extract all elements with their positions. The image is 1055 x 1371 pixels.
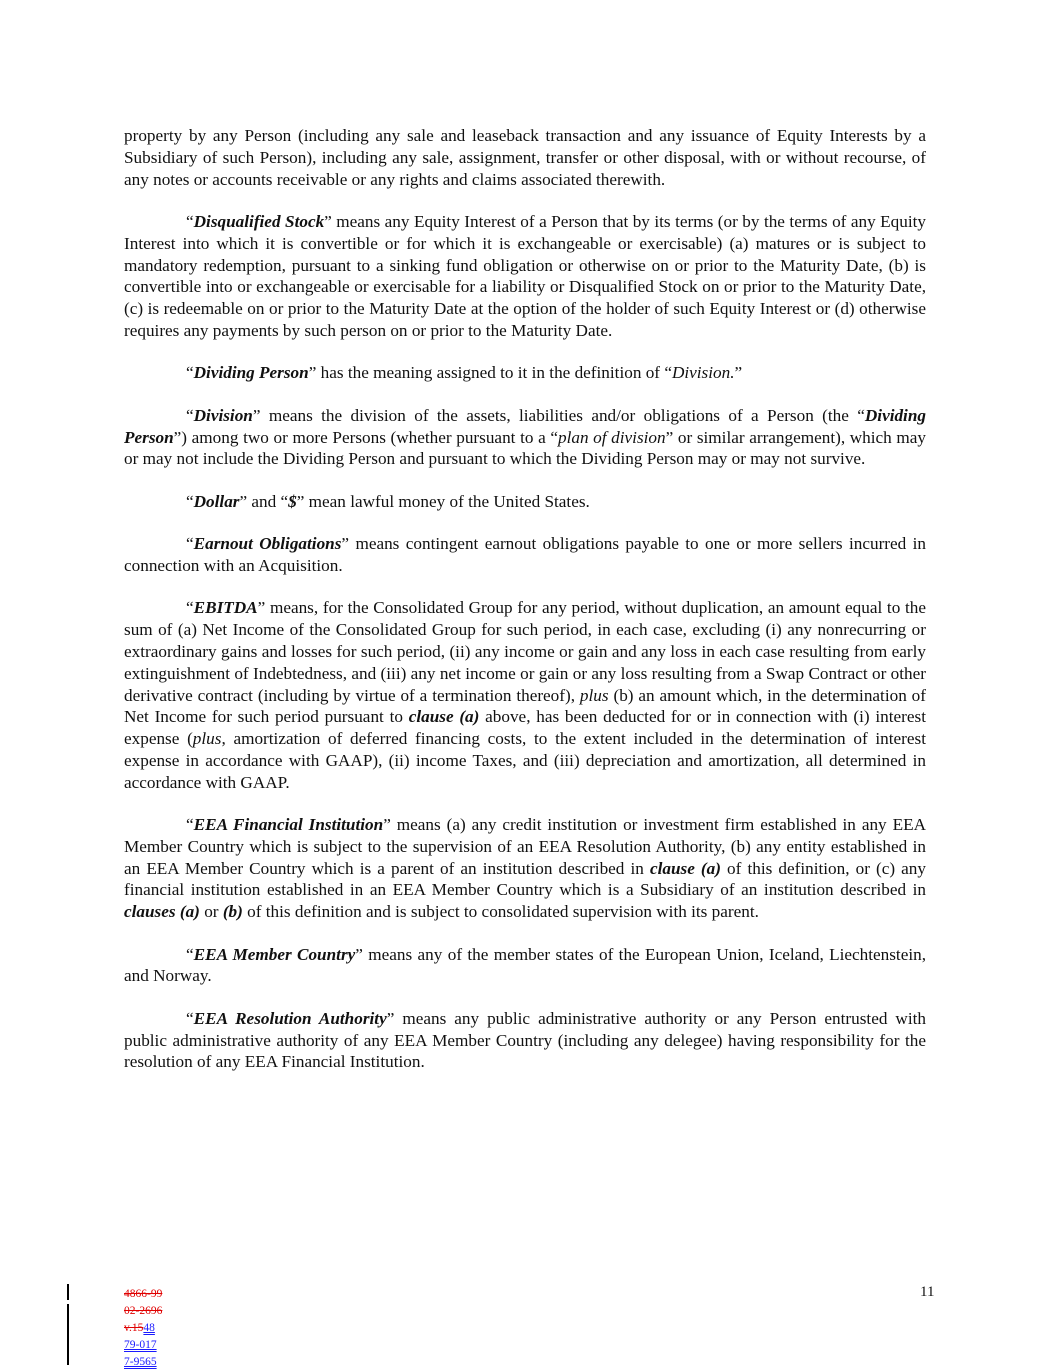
- paragraph-text: ” means any Equity Interest of a Person that by its terms (or by the terms of any Equity Interest into which it is convertible or for which it is exchangeable or exercisable) (a) matures or is subject to mandatory redemption, pursuant to a sinking fund obligation or otherwise on or prior to the Maturity Date, (b) is convertible into or exchangeable or exercisable for a liability or Disqualified Stock on or prior to the Maturity Date, (c) is redeemable on or prior to the Maturity Date at the option of the holder of such Equity Interest or (d) otherwise requires any payments by such person on or prior to the Maturity Date.: [124, 211, 927, 340]
- paragraph-text: “: [186, 1008, 194, 1028]
- definition-paragraph: [124, 405, 926, 470]
- paragraph-text: “: [186, 944, 194, 964]
- deleted-text: 02-2696: [124, 1305, 163, 1317]
- paragraph-text: “: [186, 598, 194, 618]
- definition-paragraph: [124, 814, 926, 923]
- defined-term: Division: [193, 405, 253, 425]
- document-body: [124, 125, 926, 1094]
- defined-term: clause (a): [408, 707, 480, 727]
- paragraph-text: property by any Person (including any sale and leaseback transaction and any issuance of Equity Interests by a Subsidiary of such Person), including any sale, assignment, transfer or other disposal, with or without recourse, of any notes or accounts receivable or any rights and claims associated therewith.: [124, 126, 926, 189]
- paragraph-text: ” means contingent earnout obligations payable to one or more sellers incurred in connection with an Acquisition.: [124, 534, 927, 575]
- paragraph-text: ” means any public administrative authority or any Person entrusted with public administrative authority of any EEA Member Country (including any delegee) having responsibility for the resolution of any EEA Financial Institution.: [124, 1008, 926, 1072]
- definition-paragraph: [124, 944, 926, 988]
- definition-paragraph: [124, 491, 926, 513]
- italic-text: Division.: [671, 363, 735, 383]
- page-number: 11: [920, 1284, 935, 1300]
- paragraph-text: of this definition, or (c) any financial institution established in an EEA Member Country which is a Subsidiary of an institution described in: [124, 858, 926, 900]
- defined-term: EEA Resolution Authority: [193, 1008, 387, 1028]
- defined-term: Dividing Person: [124, 405, 926, 447]
- paragraph-text: ” has the meaning assigned to it in the definition of “: [308, 363, 672, 383]
- paragraph-text: (b) an amount which, in the determination of Net Income for such period pursuant to: [124, 685, 926, 727]
- definition-paragraph: [124, 533, 926, 577]
- definition-paragraph: [124, 597, 926, 793]
- definition-paragraph: [124, 211, 926, 342]
- document-id-footer: [124, 1286, 162, 1371]
- inserted-text: 7-9565: [124, 1356, 157, 1368]
- defined-term: EBITDA: [193, 598, 258, 618]
- document-id-line: [124, 1354, 162, 1371]
- defined-term: Earnout Obligations: [193, 534, 342, 554]
- paragraph-text: , amortization of deferred financing costs, to the extent included in the determination of interest expense in accordance with GAAP), (ii) income Taxes, and (iii) depreciation and amortization, all determined in accordance with GAAP.: [124, 729, 926, 792]
- paragraph-text: ” mean lawful money of the United States.: [296, 491, 590, 511]
- paragraph-text: “: [186, 534, 194, 554]
- change-bar: [67, 1284, 69, 1300]
- deleted-text: 4866-99: [124, 1288, 163, 1300]
- defined-term: Disqualified Stock: [193, 211, 325, 231]
- paragraph-text: ”) among two or more Persons (whether pursuant to a “: [173, 427, 558, 447]
- inserted-text: 79-017: [124, 1339, 157, 1351]
- paragraph-text: ” means (a) any credit institution or investment firm established in any EEA Member Country which is subject to the supervision of an EEA Resolution Authority, (b) any entity established in an EEA Member Country which is a parent of an institution described in: [124, 815, 926, 878]
- defined-term: clause (a): [649, 858, 721, 878]
- defined-term: Dollar: [193, 491, 240, 511]
- paragraph-text: “: [186, 491, 194, 511]
- italic-text: plan of division: [557, 427, 666, 447]
- deleted-text: v.15: [124, 1322, 144, 1334]
- inserted-text: 48: [143, 1322, 155, 1334]
- defined-term: $: [288, 491, 297, 511]
- paragraph-text: “: [186, 363, 194, 383]
- paragraph-text: ” means any of the member states of the European Union, Iceland, Liechtenstein, and Norway.: [124, 944, 926, 986]
- italic-text: plus: [192, 729, 222, 749]
- paragraph-text: ” means, for the Consolidated Group for any period, without duplication, an amount equal to the sum of (a) Net Income of the Consolidated Group for such period, in each case, excluding (i) any nonrecurring or extraordinary gains and losses for such period, (ii) any income or gain and any loss in each case resulting from early extinguishment of Indebtedness, and (iii) any net income or gain or any loss resulting from a Swap Contract or other derivative contract (including by virtue of a termination thereof),: [124, 598, 926, 705]
- document-id-line: [124, 1303, 162, 1320]
- document-id-line: [124, 1286, 162, 1303]
- paragraph-text: ” or similar arrangement), which may or may not include the Dividing Person and pursuant to which the Dividing Person may or may not survive.: [124, 427, 927, 469]
- document-id-line: [124, 1320, 162, 1337]
- paragraph-text: of this definition and is subject to consolidated supervision with its parent.: [242, 902, 759, 922]
- definition-paragraph: [124, 362, 926, 384]
- defined-term: clauses (a): [124, 902, 200, 922]
- defined-term: (b): [222, 902, 243, 922]
- document-id-line: [124, 1337, 162, 1354]
- defined-term: EEA Financial Institution: [193, 815, 384, 835]
- change-bar: [67, 1304, 69, 1365]
- paragraph-text: ” and “: [239, 491, 289, 511]
- definition-paragraph: [124, 125, 926, 190]
- defined-term: Dividing Person: [193, 363, 309, 383]
- paragraph-text: or: [199, 902, 223, 922]
- paragraph-text: above, has been deducted for or in connection with (i) interest expense (: [124, 707, 926, 749]
- paragraph-text: ” means the division of the assets, liabilities and/or obligations of a Person (the “: [252, 405, 865, 425]
- paragraph-text: “: [186, 405, 194, 425]
- paragraph-text: ”: [734, 363, 743, 383]
- defined-term: EEA Member Country: [193, 944, 356, 964]
- italic-text: plus: [579, 685, 609, 705]
- definition-paragraph: [124, 1008, 926, 1073]
- paragraph-text: “: [186, 815, 194, 835]
- paragraph-text: “: [186, 211, 194, 231]
